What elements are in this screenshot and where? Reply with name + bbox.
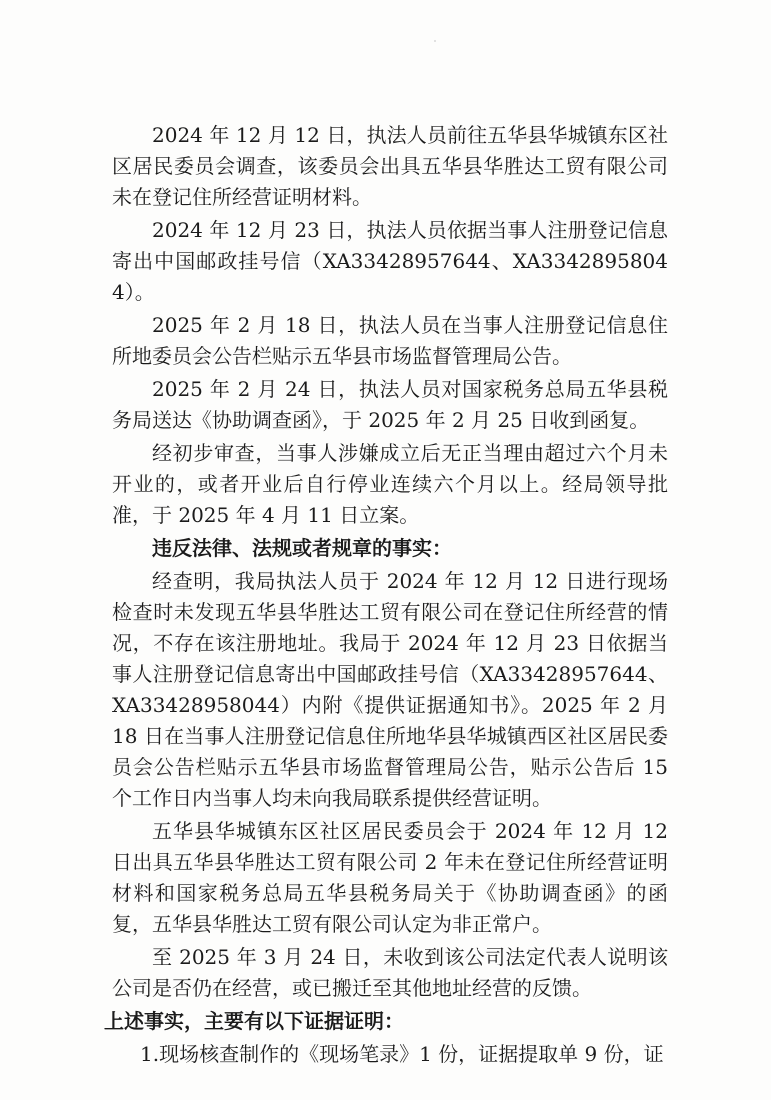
evidence-item-1: 1.现场核查制作的《现场笔录》1 份，证据提取单 9 份，证 (140, 1042, 664, 1066)
paragraph-registered-mail: 2024 年 12 月 23 日，执法人员依据当事人注册登记信息寄出中国邮政挂号信（XA33428957644、XA33428958044）。 (112, 218, 668, 304)
paragraph-findings: 经查明，我局执法人员于 2024 年 12 月 12 日进行现场检查时未发现五华县华胜达工贸有限公司在登记住所经营的情况，不存在该注册地址。我局于 2024 年 12 月 23 日依据当事人注册登记信息寄出中国邮政挂号信（XA33428957644、XA33428958044）内附《提供证据通知书》。2025 年 2 月 18 日在当事人注册登记信息住所地华县华城镇西区社区居民委员会公告栏贴示五华县市场监督管理局公告，贴示公告后 15 个工作日内当事人均未向我局联系提供经营证明。 (112, 569, 668, 810)
paragraph-abnormal-household: 五华县华城镇东区社区居民委员会于 2024 年 12 月 12 日出具五华县华胜达工贸有限公司 2 年未在登记住所经营证明材料和国家税务总局五华县税务局关于《协助调查函》的函复，五华县华胜达工贸有限公司认定为非正常户。 (112, 819, 668, 936)
paragraph-no-response: 至 2025 年 3 月 24 日，未收到该公司法定代表人说明该公司是否仍在经营，或已搬迁至其他地址经营的反馈。 (112, 945, 668, 1000)
scan-speck (434, 40, 436, 42)
paragraph-tax-bureau-letter: 2025 年 2 月 24 日，执法人员对国家税务总局五华县税务局送达《协助调查函》，于 2025 年 2 月 25 日收到函复。 (112, 377, 668, 432)
paragraph-case-filing: 经初步审查，当事人涉嫌成立后无正当理由超过六个月未开业的，或者开业后自行停业连续六个月以上。经局领导批准，于 2025 年 4 月 11 日立案。 (112, 441, 668, 527)
paragraph-investigation-dec12: 2024 年 12 月 12 日，执法人员前往五华县华城镇东区社区居民委员会调查，该委员会出具五华县华胜达工贸有限公司未在登记住所经营证明材料。 (112, 123, 668, 209)
heading-evidence: 上述事实，主要有以下证据证明： (104, 1009, 404, 1033)
heading-violation-facts: 违反法律、法规或者规章的事实： (152, 536, 452, 560)
paragraph-public-notice: 2025 年 2 月 18 日，执法人员在当事人注册登记信息住所地委员会公告栏贴示五华县市场监督管理局公告。 (112, 313, 668, 368)
document-body (104, 120, 668, 1072)
